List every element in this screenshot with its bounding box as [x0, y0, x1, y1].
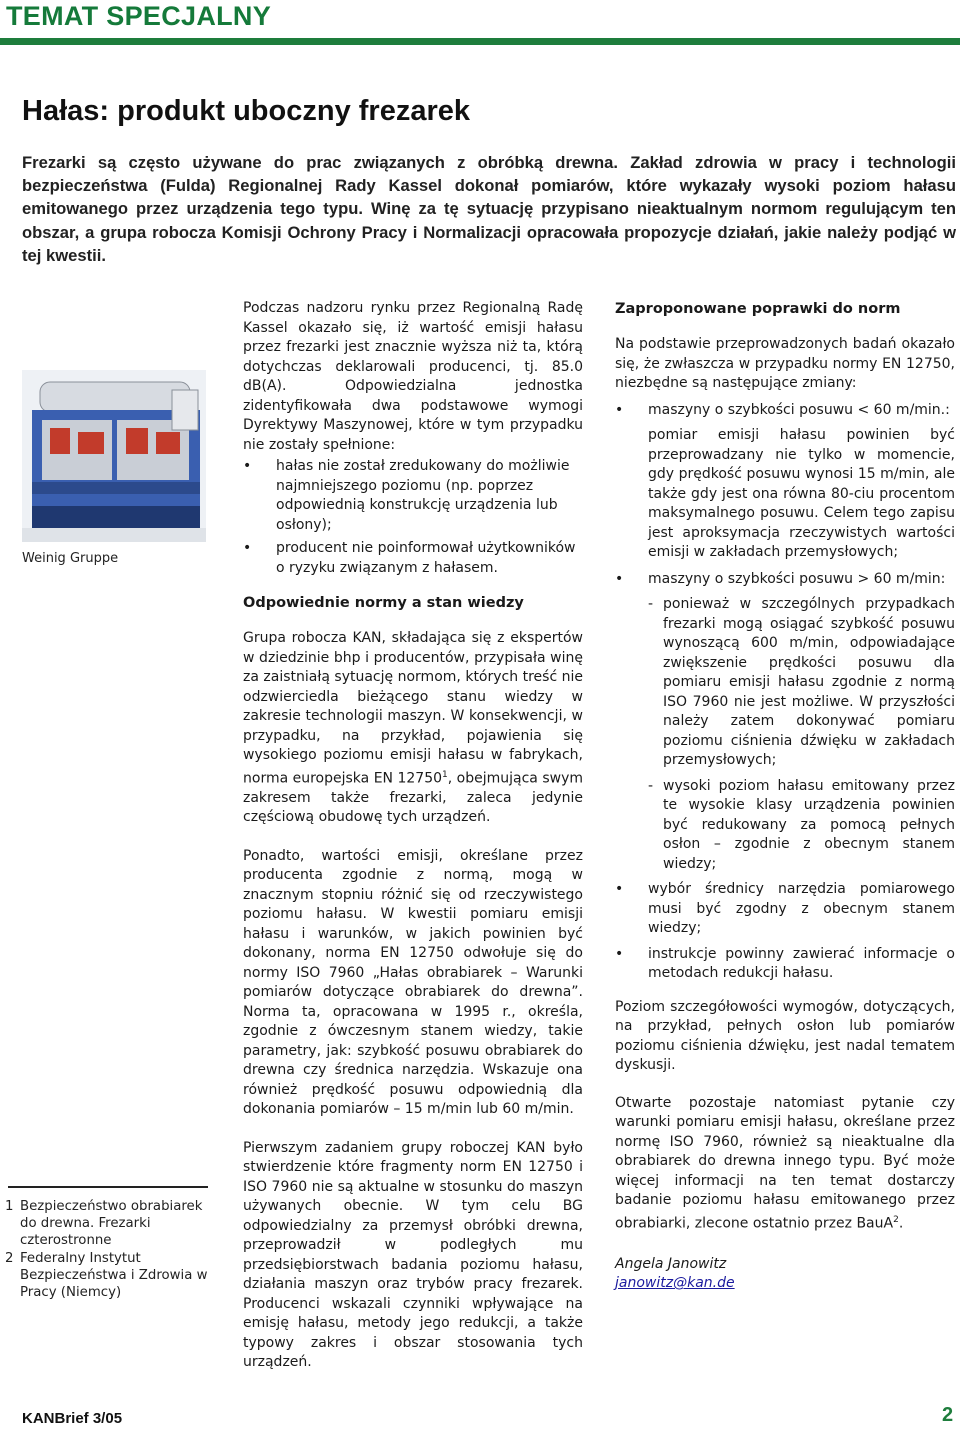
page-number: 2 [942, 1404, 954, 1426]
bullet-icon: • [243, 540, 252, 556]
author-name: Angela Janowitz [615, 1255, 727, 1272]
list-item [615, 570, 955, 875]
bullet-icon: • [615, 570, 624, 587]
list-item-title: maszyny o szybkości posuwu > 60 m/min: [648, 570, 946, 587]
footnote-rule [8, 1186, 208, 1188]
footnote-number: 2 [5, 1251, 14, 1267]
proposal-list [615, 401, 955, 984]
list-item [243, 457, 583, 535]
dash-icon: - [648, 596, 654, 612]
footnote-ref: 1 [442, 769, 448, 780]
paragraph: Podczas nadzoru rynku przez Regionalną Radę Kassel okazało się, iż wartość emisji hałasu przez frezarki jest znacznie wyższa niż ta, którą dotychczas deklarowali producenci, tj. 85.0 dB(A). Odpowiedzialna jednostka zidentyfikowała dwa podstawowe wymogi Dyrektywy Maszynowej, które w tym przypadku nie zostały spełnione: [243, 300, 583, 453]
article-title: Hałas: produkt uboczny frezarek [22, 95, 470, 127]
publication-info: KANBrief 3/05 [22, 1410, 123, 1427]
paragraph: Pierwszym zadaniem grupy roboczej KAN było stwierdzenie które fragmenty norm EN 12750 i ISO 7960 nie są aktualne w stosunku do maszyn używanych obecnie. W tym celu BG odpowiedzialny za przemysł obróbki drewna, przeprowadził w podległych mu przedsiębiorstwach badania poziomu hałasu, działania maszyn oraz trybów pracy frezarek. Producenci wskazali czynniki wpływające na emisję hałasu, metody jego redukcji, a także typowy zakres i obszar stosowania tych urządzeń. [243, 1139, 583, 1371]
paragraph: Ponadto, wartości emisji, określane przez producenta zgodnie z normą, mogą w znacznym stopniu różnić się od rzeczywistego poziomu hałasu. W kwestii pomiaru emisji hałasu i warunków, w jakich powinien być dokonany, norma EN 12750 odwołuje się do normy ISO 7960 „Hałas obrabiarek – Warunki pomiarów dotyczące obrabiarek do drewna”. Norma ta, opracowana w 1995 r., określa, zgodnie z ówczesnym stanem wiedzy, takie parametry, jak: szybkość posuwu obrabiarek do drewna czy średnica narzędzia. Wskazuje ona również prędkość posuwu odpowiednią dla dokonania pomiarów – 15 m/min lub 60 m/min. [243, 847, 583, 1118]
machine-photo [22, 370, 206, 542]
paragraph: Poziom szczegółowości wymogów, dotyczących, na przykład, pełnych osłon lub pomiarów poziomu ciśnienia dźwięku, jest nadal tematem dyskusji. [615, 998, 955, 1073]
middle-column [243, 299, 583, 1373]
photo-caption: Weinig Gruppe [22, 551, 119, 566]
paragraph-text: Grupa robocza KAN, składająca się z ekspertów w dziedzinie bhp i producentów, przypisała winę za zaistniałą sytuację normom, których treść nie odzwierciedla bieżącego stanu wiedzy w zakresie technologii maszyn. W konsekwencji, w przypadku, na przykład, pojawienia się wysokiego poziomu emisji hałasu w fabrykach, norma europejska EN 12750 [243, 630, 583, 787]
list-item-text: wybór średnicy narzędzia pomiarowego musi być zgodny z obecnym stanem wiedzy; [648, 881, 955, 936]
section-heading: Odpowiednie normy a stan wiedzy [243, 595, 524, 611]
bullet-icon: • [615, 881, 624, 897]
right-column [615, 299, 955, 1294]
dash-icon: - [648, 777, 654, 794]
bullet-icon: • [615, 945, 624, 962]
footnote-2 [5, 1251, 210, 1301]
footnote-text: Bezpieczeństwo obrabiarek do drewna. Frezarki czterostronne [20, 1199, 203, 1248]
paragraph-text: Otwarte pozostaje natomiast pytanie czy warunki pomiaru emisji hałasu, określane przez normę ISO 7960, również są nieaktualne dla obrabiarek do drewna innego typu. Być może więcej informacji na ten temat dostarczy badanie poziomu hałasu emitowanego przez obrabiarki, zlecone ostatnio przez BauA [615, 1094, 955, 1232]
list-item-text: producent nie poinformował użytkowników o ryzyku związanym z hałasem. [276, 540, 576, 576]
list-item-title: maszyny o szybkości posuwu < 60 m/min.: [648, 401, 950, 418]
sub-item-text: wysoki poziom hałasu emitowany przez te wysokie klasy urządzenia powinien być redukowany za pomocą pełnych osłon – zgodnie z obecnym stanem wiedzy; [663, 777, 955, 872]
list-item [615, 401, 955, 563]
list-item-text: instrukcje powinny zawierać informacje o metodach redukcji hałasu. [648, 945, 955, 981]
paragraph: Na podstawie przeprowadzonych badań okazało się, że zwłaszcza w przypadku normy EN 12750, niezbędne są następujące zmiany: [615, 336, 955, 391]
list-item [615, 945, 955, 984]
requirement-list [243, 457, 583, 578]
author-email-link[interactable]: janowitz@kan.de [615, 1275, 735, 1292]
list-item-text: hałas nie został zredukowany do możliwie najmniejszego poziomu (np. poprzez odpowiednią konstrukcję urządzenia lub osłony); [276, 458, 570, 533]
footnote-1 [5, 1199, 210, 1249]
paragraph-text: , obejmująca swym zakresem także frezarki, zaleca jedynie częściową obudowę tych urządzeń. [243, 770, 583, 826]
list-item [243, 539, 583, 578]
footnotes [5, 1199, 210, 1304]
sub-item [648, 595, 955, 771]
header-rule [0, 38, 960, 45]
footnote-number: 1 [5, 1199, 14, 1214]
paragraph-text: . [898, 1215, 904, 1232]
list-item [615, 880, 955, 939]
bullet-icon: • [243, 458, 252, 474]
paragraph [615, 1094, 955, 1234]
article-lead: Frezarki są często używane do prac związanych z obróbką drewna. Zakład zdrowia w pracy i technologii bezpieczeństwa (Fulda) Regionalnej Rady Kassel dokonał pomiarów, które wykazały wysoki poziom hałasu emitowanego przez urządzenia tego typu. Winę za tę sytuację przypisano nieaktualnym normom regulującym ten obszar, a grupa robocza Komisji Ochrony Pracy i Normalizacji opracowała propozycje działań, jakie należy podjąć w tej kwestii. [22, 153, 956, 265]
sub-item [648, 777, 955, 875]
list-item-text: pomiar emisji hałasu powinien być przeprowadzany nie tylko w momencie, gdy prędkość posuwu wynosi 15 m/min, ale także gdy jest ona równa 80-ciu procentom maksymalnego posuwu. Celem tego zapisu jest aproksymacja rzeczywistych wartości emisji w zakładach przemysłowych; [648, 427, 955, 560]
footnote-ref: 2 [893, 1214, 899, 1225]
bullet-icon: • [615, 401, 624, 418]
section-heading: Zaproponowane poprawki do norm [615, 301, 901, 317]
section-title: TEMAT SPECJALNY [6, 1, 272, 31]
paragraph [243, 629, 583, 828]
footnote-text: Federalny Instytut Bezpieczeństwa i Zdrowia w Pracy (Niemcy) [20, 1251, 208, 1300]
sub-item-text: ponieważ w szczególnych przypadkach frezarki mogą osiągać szybkość posuwu wynoszącą 600 m/min, odpowiadające zwiększenie prędkości posuwu dla pomiaru emisji hałasu zgodnie z normą ISO 7960 nie jest możliwe. W przyszłości należy zatem dokonywać pomiaru poziomu ciśnienia dźwięku w zakładach przemysłowych; [663, 596, 955, 768]
